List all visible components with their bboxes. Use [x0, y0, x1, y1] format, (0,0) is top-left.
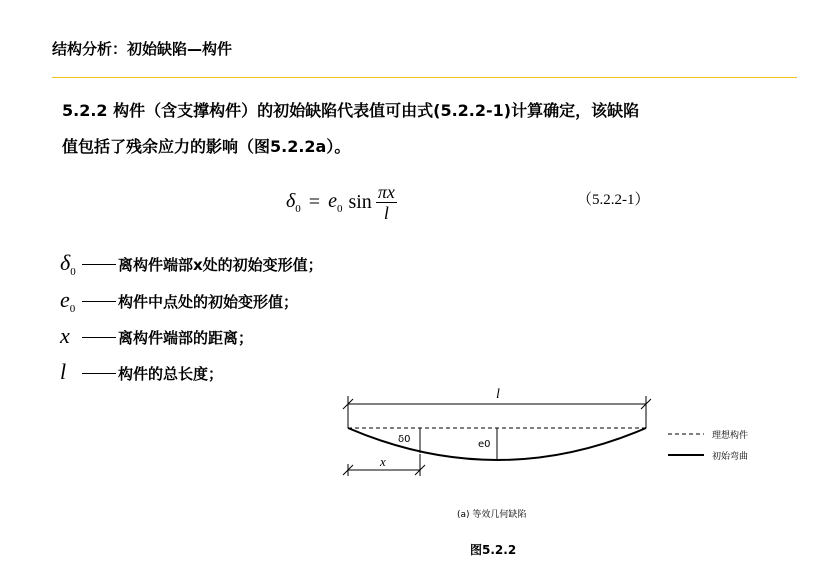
definition-dash [82, 337, 116, 338]
formula-denominator: l [383, 203, 389, 223]
definition-dash [82, 264, 116, 265]
page-title: 结构分析：初始缺陷—构件 [52, 40, 233, 58]
length-label: l [496, 387, 500, 402]
e0-label: e0 [478, 439, 491, 450]
figure-number: 图5.2.2 [470, 543, 517, 557]
paragraph-line-1: 5.2.2 构件（含支撑构件）的初始缺陷代表值可由式(5.2.2-1)计算确定，该缺陷 [62, 101, 640, 120]
formula-coef: $e_0$ [328, 190, 343, 215]
figure-caption: (a) 等效几何缺陷 [457, 510, 527, 520]
definition-text: 离构件端部x处的初始变形值； [118, 256, 323, 274]
formula-5-2-2-1 [286, 182, 397, 223]
definition-text: 离构件端部的距离； [118, 329, 254, 347]
definition-dash [82, 373, 116, 374]
definition-text: 构件的总长度； [118, 365, 224, 383]
definition-row-delta0 [60, 250, 323, 278]
formula-func: sin [348, 191, 372, 213]
x-label: x [380, 454, 386, 469]
definition-symbol: l [60, 359, 67, 384]
formula-numerator: πx [377, 182, 395, 202]
legend-ideal-label: 理想构件 [712, 431, 749, 441]
definition-dash [82, 301, 116, 302]
formula-equals: = [308, 191, 321, 213]
definition-symbol: $e_0$ [60, 287, 76, 315]
clause-paragraph [62, 93, 787, 165]
definition-symbol: $\delta_0$ [60, 250, 76, 278]
formula-lhs: $\delta_0$ [286, 190, 301, 215]
definition-text: 构件中点处的初始变形值； [118, 293, 299, 311]
paragraph-line-2: 值包括了残余应力的影响（图5.2.2a）。 [62, 137, 351, 156]
initial-imperfection-figure [328, 380, 798, 500]
formula-fraction [376, 182, 397, 223]
legend-initial-label: 初始弯曲 [712, 452, 749, 462]
delta0-label: δ0 [398, 434, 411, 445]
definition-row-l [60, 359, 223, 385]
header-divider [52, 77, 797, 78]
definition-row-e0 [60, 287, 298, 315]
definition-symbol: x [60, 323, 70, 348]
equation-number: （5.2.2-1） [577, 192, 650, 208]
definition-row-x [60, 323, 253, 349]
